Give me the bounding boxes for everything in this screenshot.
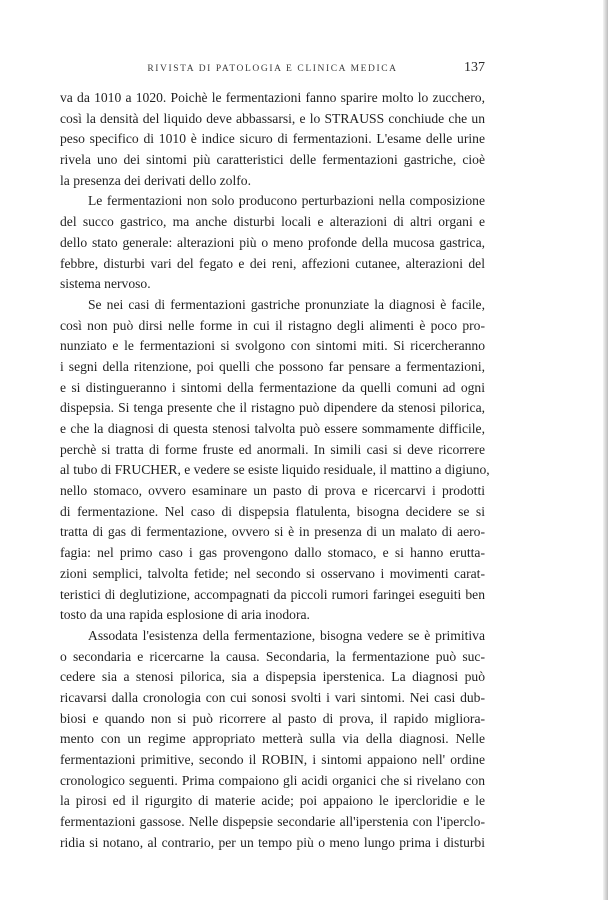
paragraph-3: [60, 295, 490, 626]
text-line: Le fermentazioni non solo producono perturbazioni nella composizione: [88, 193, 485, 209]
paragraph-2: [60, 191, 485, 294]
text-line: fermentazioni gassose. Nelle dispepsie secondarie all'iperstenia con l'iperclo-: [60, 814, 485, 830]
text-line: dispepsia. Si tenga presente che il ristagno può dipendere da stenosi pilorica,: [60, 400, 485, 416]
text-line: febbre, disturbi vari del fegato e dei reni, affezioni cutanee, alterazioni del: [60, 255, 485, 271]
text-line: nello stomaco, ovvero esaminare un pasto di prova e ricercarvi i prodotti: [60, 483, 485, 499]
text-line: mento con un regime appropriato metterà sulla via della diagnosi. Nelle: [60, 731, 485, 747]
text-line: va da 1010 a 1020. Poichè le fermentazioni fanno sparire molto lo zucchero,: [60, 90, 485, 105]
text-line: del succo gastrico, ma anche disturbi locali e alterazioni di altri organi e: [60, 214, 485, 230]
text-line: peso specifico di 1010 è indice sicuro di fermentazioni. L'esame delle urine: [60, 131, 485, 147]
text-line: e si distingueranno i sintomi della fermentazione da quelli comuni ad ogni: [60, 379, 485, 395]
text-line: fagia: nel primo caso i gas provengono dallo stomaco, e si hanno erutta-: [60, 545, 485, 561]
text-line: così non può dirsi nelle forme in cui il ristagno degli alimenti è poco pro-: [60, 317, 485, 333]
text-line: tosto da una rapida esplosione di aria inodora.: [60, 607, 310, 623]
text-line: di fermentazione. Nel caso di dispepsia flatulenta, bisogna decidere se si: [60, 503, 485, 519]
text-line: Se nei casi di fermentazioni gastriche pronunziate la diagnosi è facile,: [88, 296, 485, 312]
body-text: [60, 88, 490, 853]
running-title: RIVISTA DI PATOLOGIA E CLINICA MEDICA: [147, 64, 398, 74]
text-line: sistema nervoso.: [60, 276, 151, 292]
text-line: cronologico seguenti. Prima compaiono gli acidi organici che si rivelano con: [60, 772, 485, 788]
text-line: al tubo di FRUCHER, e vedere se esiste liquido residuale, il mattino a digiuno,: [60, 462, 490, 478]
text-line: così la densità del liquido deve abbassarsi, e lo STRAUSS conchiude che un: [60, 110, 485, 126]
page-header: [60, 60, 485, 82]
page-number: 137: [464, 60, 485, 75]
paragraph-4: [60, 626, 485, 854]
text-line: la presenza dei derivati dello zolfo.: [60, 172, 251, 188]
text-line: biosi e quando non si può ricorrere al pasto di prova, il rapido migliora-: [60, 710, 485, 726]
text-line: ricavarsi dalla cronologia con cui sonosi svolti i vari sintomi. Nei casi dub-: [60, 689, 485, 705]
text-line: i segni della ritenzione, poi quelli che possono far pensare a fermentazioni,: [60, 358, 485, 374]
paragraph-1: [60, 88, 485, 191]
text-line: la pirosi ed il rigurgito di materie acide; poi appaiono le ipercloridie e le: [60, 793, 485, 809]
page-edge-shadow: [603, 0, 608, 900]
text-line: nunziato e le fermentazioni si svolgono con sintomi miti. Si ricercheranno: [60, 338, 485, 354]
text-line: tratta di gas di fermentazione, ovvero si è in presenza di un malato di aero-: [60, 524, 485, 540]
text-line: cedere sia a stenosi pilorica, sia a dispepsia iperstenica. La diagnosi può: [60, 669, 485, 685]
text-line: fermentazioni primitive, secondo il ROBIN, i sintomi appaiono nell' ordine: [60, 752, 485, 767]
text-line: zioni semplici, talvolta fetide; nel secondo si osservano i movimenti carat-: [60, 565, 485, 581]
text-line: ridia si notano, al contrario, per un tempo più o meno lungo prima i disturbi: [60, 834, 485, 850]
text-line: dello stato generale: alterazioni più o meno profonde della mucosa gastrica,: [60, 234, 485, 250]
text-line: e che la diagnosi di questa stenosi talvolta può essere sommamente difficile,: [60, 421, 485, 436]
text-line: rivela uno dei sintomi più caratteristici delle fermentazioni gastriche, cioè: [60, 152, 485, 168]
text-line: teristici di deglutizione, accompagnati da piccoli rumori faringei eseguiti ben: [60, 586, 485, 602]
text-line: Assodata l'esistenza della fermentazione, bisogna vedere se è primitiva: [88, 627, 485, 643]
text-line: perchè si tratta di forme fruste ed anormali. In simili casi si deve ricorrere: [60, 441, 485, 457]
text-line: o secondaria e ricercarne la causa. Secondaria, la fermentazione può suc-: [60, 648, 485, 664]
